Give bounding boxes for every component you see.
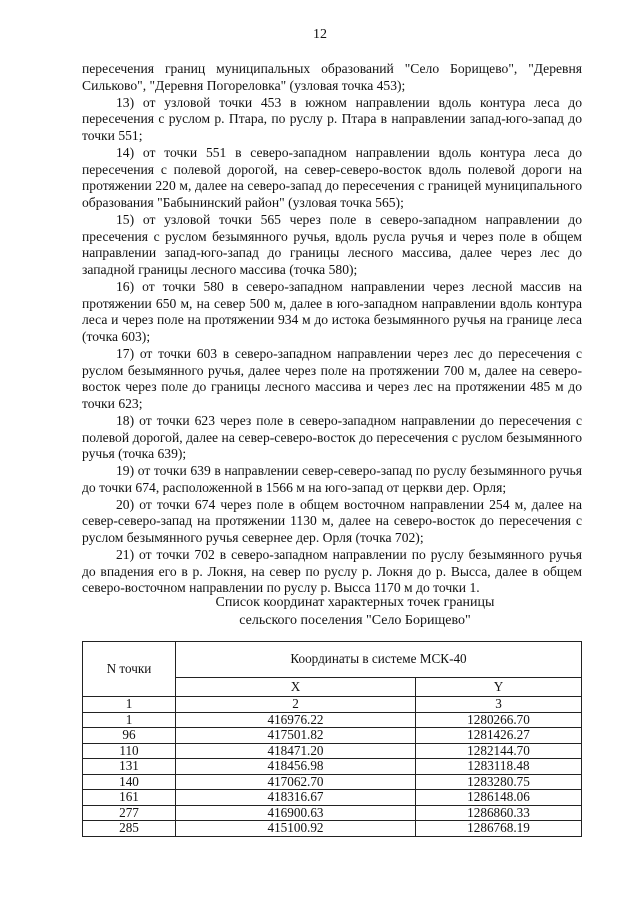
point-number: 277 (83, 805, 176, 821)
point-number: 131 (83, 759, 176, 775)
y-coordinate: 1286148.06 (416, 790, 582, 806)
point-number: 140 (83, 774, 176, 790)
paragraph: 18) от точки 623 через поле в северо-западном направлении до пересечения с полевой дорогой, далее на север-северо-восток до пересечения с руслом безымянного ручья (точка 639); (82, 412, 582, 462)
table-caption (160, 594, 550, 629)
table-row (83, 743, 582, 759)
header-x: X (176, 678, 416, 697)
document-body (82, 61, 582, 597)
page-number: 12 (313, 27, 327, 42)
x-coordinate: 415100.92 (176, 821, 416, 837)
table-row (83, 712, 582, 728)
table-row (83, 805, 582, 821)
point-number: 96 (83, 728, 176, 744)
point-number: 161 (83, 790, 176, 806)
table-row (83, 774, 582, 790)
paragraph: 13) от узловой точки 453 в южном направлении вдоль контура леса до пересечения с руслом р. Птара, по руслу р. Птара в направлении запад-юго-запад до точки 551; (82, 94, 582, 143)
x-coordinate: 418456.98 (176, 759, 416, 775)
column-number: 2 (176, 697, 416, 713)
x-coordinate: 416900.63 (176, 805, 416, 821)
coordinates-table (82, 641, 582, 837)
header-point-number: N точки (83, 642, 176, 697)
y-coordinate: 1281426.27 (416, 728, 582, 744)
table-row (83, 790, 582, 806)
point-number: 1 (83, 712, 176, 728)
x-coordinate: 416976.22 (176, 712, 416, 728)
x-coordinate: 417501.82 (176, 728, 416, 744)
y-coordinate: 1283280.75 (416, 774, 582, 790)
caption-line: сельского поселения "Село Борищево" (239, 612, 471, 628)
column-number: 3 (416, 697, 582, 713)
point-number: 285 (83, 821, 176, 837)
paragraph: 14) от точки 551 в северо-западном направлении вдоль контура леса до пересечения с полевой дорогой, на север-северо-восток вдоль полевой дороги на протяжении 220 м, далее на северо-запад до пересечения с границей муниципального образования "Бабынинский район" (узловая точка 565); (82, 144, 582, 210)
y-coordinate: 1286768.19 (416, 821, 582, 837)
x-coordinate: 417062.70 (176, 774, 416, 790)
x-coordinate: 418471.20 (176, 743, 416, 759)
y-coordinate: 1280266.70 (416, 712, 582, 728)
x-coordinate: 418316.67 (176, 790, 416, 806)
y-coordinate: 1282144.70 (416, 743, 582, 759)
table-row (83, 728, 582, 744)
paragraph: 21) от точки 702 в северо-западном направлении по руслу безымянного ручья до впадения его в р. Локня, на север по руслу р. Локня до р. Высса, далее в общем северо-восточном направлении по руслу р. Высса 1170 м до точки 1. (82, 546, 582, 596)
table-row (83, 821, 582, 837)
y-coordinate: 1286860.33 (416, 805, 582, 821)
paragraph: 16) от точки 580 в северо-западном направлении через лесной массив на протяжении 650 м, на север 500 м, далее в юго-западном направлении вдоль контура леса и через поле на протяжении 934 м до истока безымянного ручья на границе леса (точка 603); (82, 278, 582, 344)
paragraph: 17) от точки 603 в северо-западном направлении через лес до пересечения с руслом безымянного ручья, далее через поле на протяжении 700 м, далее на северо-восток через поле до границы лесного массива и через лес на протяжении 485 м до точки 623; (82, 345, 582, 411)
column-number: 1 (83, 697, 176, 713)
paragraph: 20) от точки 674 через поле в общем восточном направлении 254 м, далее на север-северо-запад на протяжении 1130 м, далее на северо-восток до пересечения с руслом безымянного ручья севернее дер. Орля (точка 702); (82, 496, 582, 545)
y-coordinate: 1283118.48 (416, 759, 582, 775)
table-row (83, 759, 582, 775)
caption-line: Список координат характерных точек границы (215, 595, 495, 610)
paragraph: пересечения границ муниципальных образований "Село Борищево", "Деревня Сильково", "Деревня Погореловка" (узловая точка 453); (82, 61, 582, 93)
paragraph: 15) от узловой точки 565 через поле в северо-западном направлении до пресечения с руслом безымянного ручья, вдоль русла ручья и через поле в общем направлении запад-юго-запад до границы лесного массива, далее через лес до западной границы лесного массива (точка 580); (82, 211, 582, 277)
paragraph: 19) от точки 639 в направлении север-северо-запад по руслу безымянного ручья до точки 674, расположенной в 1566 м на юго-запад от церкви дер. Орля; (82, 463, 582, 495)
header-coordinates: Координаты в системе МСК-40 (176, 642, 582, 678)
point-number: 110 (83, 743, 176, 759)
header-y: Y (416, 678, 582, 697)
